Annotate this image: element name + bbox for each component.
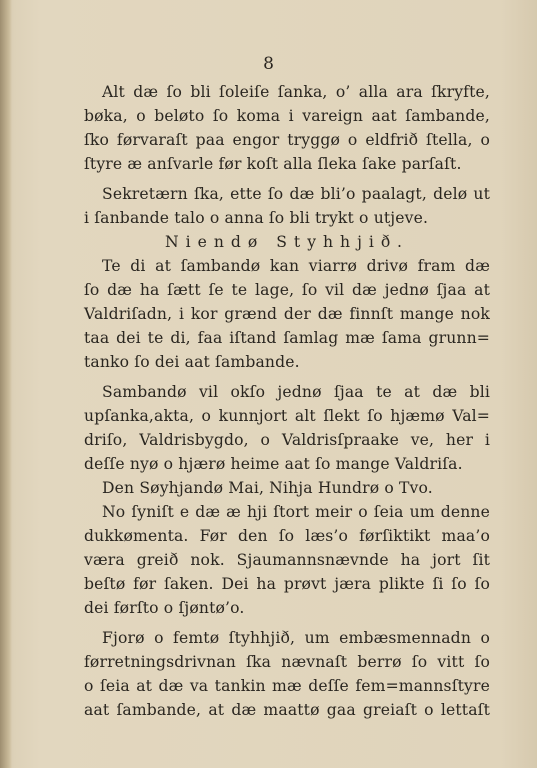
text-line: No ſyniſt e dæ æ hji ſtort meir o ſeia um denne <box>102 503 490 521</box>
text-line: Fjorø o femtø ſtyhhjið, um embæsmennadn o <box>102 629 490 647</box>
text-line: Te di at ſambandø kan viarrø drivø fram dæ <box>102 257 490 275</box>
text-line: deſſe nyø o hjærø heime aat ſo mange Valdriſa. <box>84 455 463 473</box>
body-text <box>84 80 490 722</box>
text-line: upſanka,akta, o kunnjort alt ſlekt ſo hjæmø Val= <box>84 407 490 425</box>
text-line: o ſeia at dæ va tankin mæ deſſe fem=mannsſtyre <box>84 677 490 695</box>
text-line: tanko ſo dei aat ſambande. <box>84 353 300 371</box>
page-spine-shadow <box>0 0 12 768</box>
text-line: Alt dæ ſo bli ſoleiſe ſanka, o’ alla ara ſkryfte, <box>102 83 490 101</box>
date-line: Den Søyhjandø Mai, Nihja Hundrø o Tvo. <box>102 479 433 497</box>
text-line: aat ſambande, at dæ maattø gaa greiaſt o lettaſt <box>84 701 490 719</box>
page-number: 8 <box>263 54 274 74</box>
text-line: Sambandø vil okſo jednø ſjaa te at dæ bli <box>102 383 490 401</box>
text-line: dukkømenta. Før den ſo læs’o førſiktikt maa’o <box>84 527 490 545</box>
text-line: Sekretærn ſka, ette ſo dæ bli’o paalagt, delø ut <box>102 185 490 203</box>
text-line: dei førſto o ſjøntø’o. <box>84 599 245 617</box>
text-line: væra greið nok. Sjaumannsnævnde ha jort ſit <box>84 551 490 569</box>
text-line: Valdriſadn, i kor grænd der dæ finnſt mange nok <box>84 305 490 323</box>
text-line: ſko førvaraſt paa engor tryggø o eldfrið ſtella, o <box>84 131 490 149</box>
text-line: ſo dæ ha ſætt ſe te lage, ſo vil dæ jednø ſjaa at <box>84 281 490 299</box>
text-line: beſtø før ſaken. Dei ha prøvt jæra plikte ſi ſo ſo <box>84 575 490 593</box>
text-line: bøka, o beløto ſo koma i vareign aat ſambande, <box>84 107 490 125</box>
text-line: taa dei te di, faa iſtand ſamlag mæ ſama grunn= <box>84 329 490 347</box>
text-line: i ſanbande talo o anna ſo bli trykt o utjeve. <box>84 209 429 227</box>
text-line: førretningsdrivnan ſka nævnaſt berrø ſo vitt ſo <box>84 653 490 671</box>
section-heading: Niendø Styhhjið. <box>165 233 409 251</box>
text-line: ſtyre æ anſvarle før koſt alla ſleka ſake parſaſt. <box>84 155 462 173</box>
text-line: driſo, Valdrisbygdo, o Valdrisſpraake ve, her i <box>84 431 490 449</box>
